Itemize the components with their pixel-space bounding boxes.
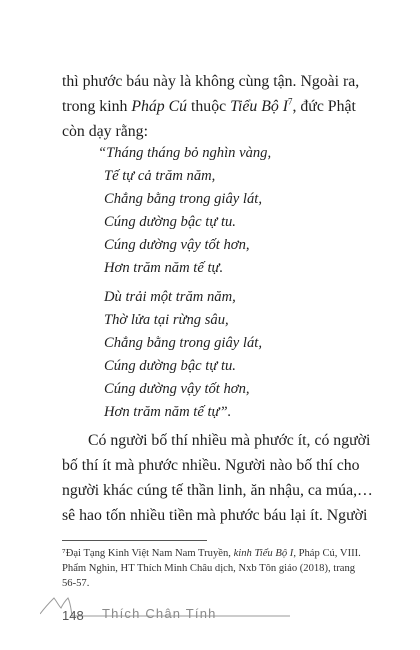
paragraph2-line: sê hao tốn nhiều tiền mà phước báu lại ít. Người [62,507,368,524]
poem-line: Cúng dường vậy tốt hơn, [104,237,250,253]
footnote-line2: Phẩm Nghìn, HT Thích Minh Châu dịch, Nxb Tôn giáo (2018), trang [62,563,356,574]
page-number: 148 [62,608,84,623]
author-name: Thích Chân Tính [102,606,217,621]
footnote-divider [62,540,207,541]
poem-line: Chẳng bằng trong giây lát, [104,335,262,351]
paragraph1-line2-mid: thuộc [187,98,231,115]
paragraph1-line2-post: , đức Phật [292,98,356,115]
poem-line: “Tháng tháng bỏ nghìn vàng, [98,145,272,161]
footnote-line1-post: , Pháp Cú, VIII. [293,548,361,559]
book-title-tieu-bo: Tiểu Bộ I [230,98,288,115]
poem-line: Cúng dường bậc tự tu. [104,214,236,230]
poem-line: Cúng dường vậy tốt hơn, [104,381,250,397]
poem-line: Hơn trăm năm tế tự. [104,260,224,276]
poem-line: Cúng dường bậc tự tu. [104,358,236,374]
footnote-book-title: kinh Tiểu Bộ I [233,548,294,559]
paragraph2-line: Có người bố thí nhiều mà phước ít, có người [88,432,371,449]
poem-line: Tế tự cả trăm năm, [104,168,216,184]
paragraph1-line3: còn dạy rằng: [62,123,148,140]
paragraph2-line: người khác cúng tế thần linh, ăn nhậu, ca múa,… [62,482,373,499]
poem-line: Dù trải một trăm năm, [104,289,236,305]
book-title-phap-cu: Pháp Cú [131,98,188,115]
footnote-line3: 56-57. [62,578,90,589]
poem-line: Chẳng bằng trong giây lát, [104,191,262,207]
footnote-ref: 7 [287,96,293,107]
paragraph2-line: bố thí ít mà phước nhiều. Người nào bố thí cho [62,457,360,474]
footnote-line1 [62,548,361,559]
poem-line: Hơn trăm năm tế tự”. [104,404,232,420]
paragraph1-line2 [62,98,356,116]
poem-line: Thờ lửa tại rừng sâu, [104,312,229,328]
paragraph1-line1: thì phước báu này là không cùng tận. Ngoài ra, [62,73,360,90]
footnote-line1-pre: ⁷Đại Tạng Kinh Việt Nam Nam Truyền, [62,548,234,559]
paragraph1-line2-pre: trong kinh [62,98,132,115]
